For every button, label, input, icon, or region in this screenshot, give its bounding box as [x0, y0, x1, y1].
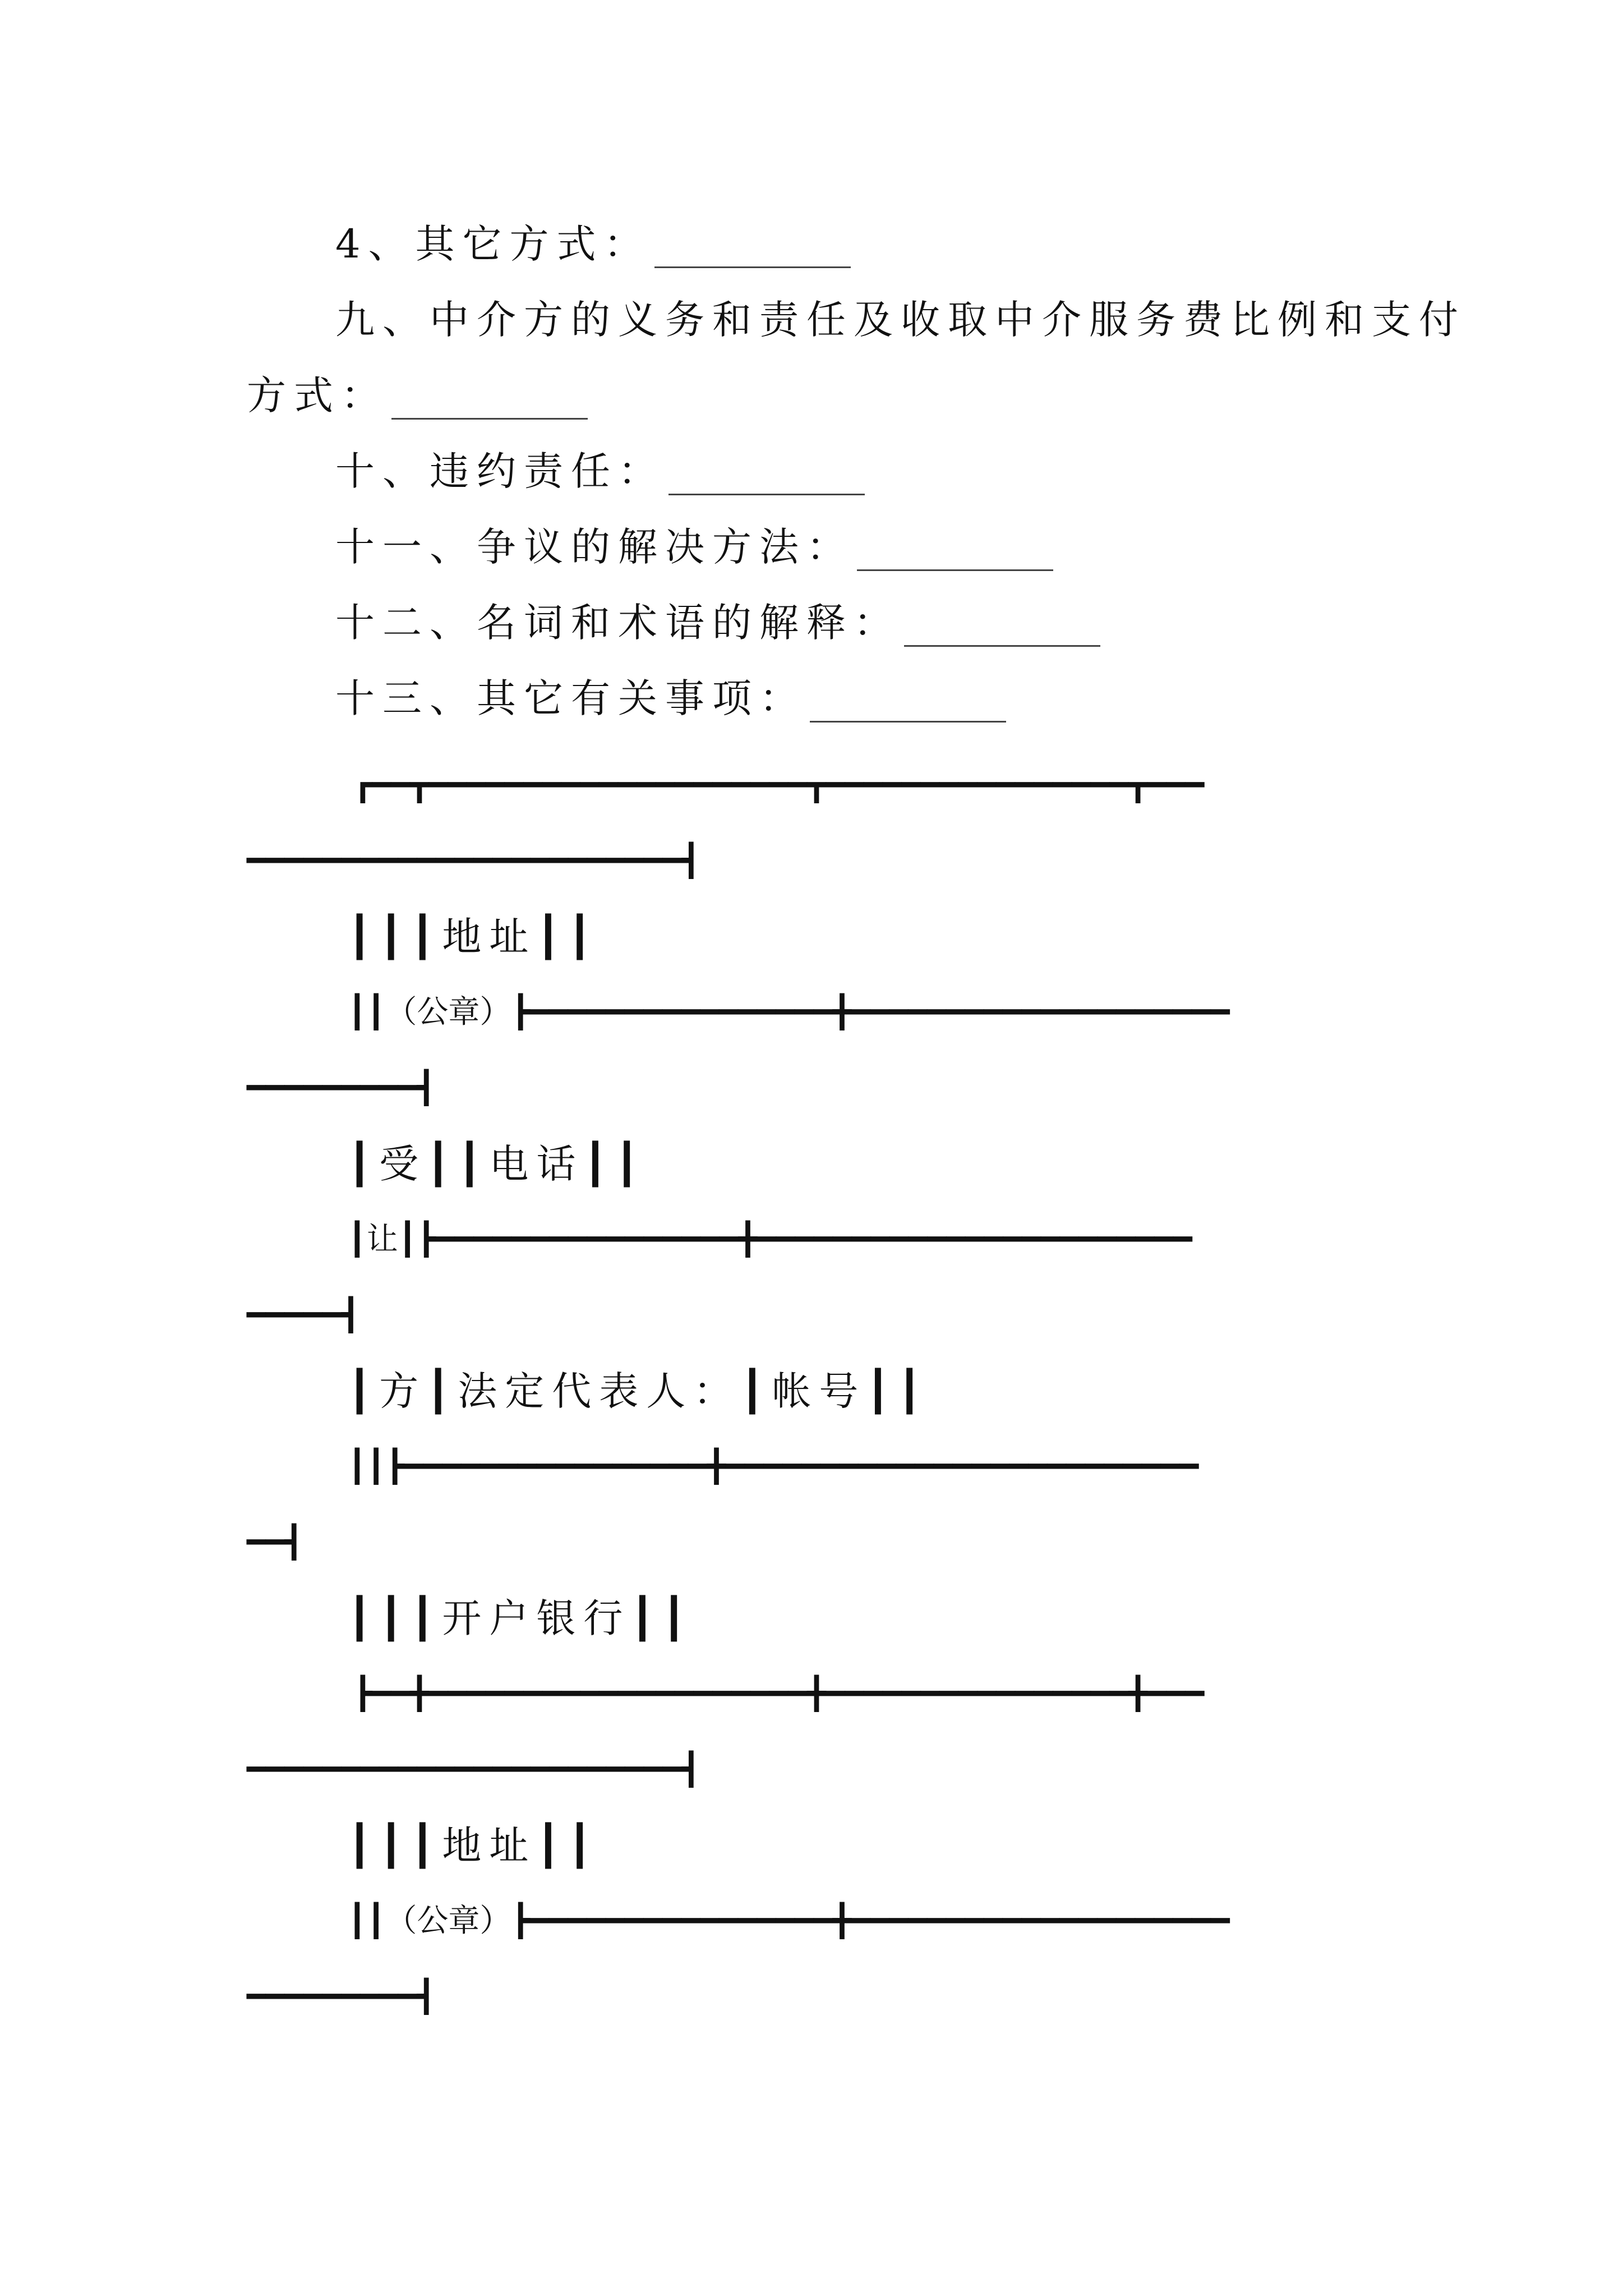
- clause-10: 十、违约责任：: [335, 440, 865, 502]
- table-row-divider-cont: ━━┫: [247, 1524, 304, 1561]
- clause-13: 十三、其它有关事项：: [335, 668, 1006, 729]
- table-row-seal-2: ┃┃（公章）┣━━━━━━━━━━━━━━━━╋━━━━━━━━━━━━━━━━━━━━: [348, 1903, 1230, 1939]
- table-row-legal-rep: ┃方┃法定代表人：┃帐号┃┃: [348, 1368, 929, 1414]
- table-row-seal: ┃┃（公章）┣━━━━━━━━━━━━━━━━╋━━━━━━━━━━━━━━━━━━━━: [348, 994, 1230, 1030]
- clause-12: 十二、名词和术语的解释：: [335, 592, 1100, 654]
- table-row-address-2: ┃┃┃地址┃┃: [348, 1823, 600, 1869]
- table-row-transferor-cont: ━━━━━┫: [247, 1297, 361, 1333]
- table-row-address: ┃┃┃地址┃┃: [348, 914, 600, 960]
- table-row-divider: ┃┃┣━━━━━━━━━━━━━━━━╋━━━━━━━━━━━━━━━━━━━━━━━━━: [348, 1448, 1199, 1485]
- clause-9-continued: 方式：: [247, 365, 588, 426]
- table-row-seal-cont: ━━━━━━━━━┫: [247, 1070, 436, 1106]
- fill-blank[interactable]: [810, 682, 1006, 723]
- table-border-top-cont: ━━━━━━━━━━━━━━━━━━━━━━━┫: [247, 843, 701, 879]
- table-row-seal-2-cont: ━━━━━━━━━┫: [247, 1978, 436, 2015]
- fill-blank[interactable]: [904, 606, 1100, 647]
- table-border-top: ┏━━┳━━━━━━━━━━━━━━━━━━━━┳━━━━━━━━━━━━━━━━┳━━━: [353, 767, 1205, 803]
- fill-blank[interactable]: [654, 227, 851, 268]
- clause-11: 十一、争议的解决方法：: [335, 516, 1053, 578]
- table-border-middle: ┣━━╋━━━━━━━━━━━━━━━━━━━━╋━━━━━━━━━━━━━━━━╋━━━: [353, 1676, 1205, 1712]
- table-border-middle-cont: ━━━━━━━━━━━━━━━━━━━━━━━┫: [247, 1751, 701, 1788]
- fill-blank[interactable]: [857, 530, 1053, 571]
- table-row-phone: ┃受┃┃电话┃┃: [348, 1141, 647, 1187]
- fill-blank[interactable]: [391, 379, 588, 420]
- clause-other-methods: 4、其它方式：: [335, 213, 851, 275]
- fill-blank[interactable]: [668, 454, 865, 495]
- table-row-transferor: ┃让┃┣━━━━━━━━━━━━━━━━╋━━━━━━━━━━━━━━━━━━━━━━━: [348, 1221, 1192, 1258]
- clause-9: 九、中介方的义务和责任及收取中介服务费比例和支付: [335, 297, 1466, 343]
- table-row-bank: ┃┃┃开户银行┃┃: [348, 1595, 694, 1641]
